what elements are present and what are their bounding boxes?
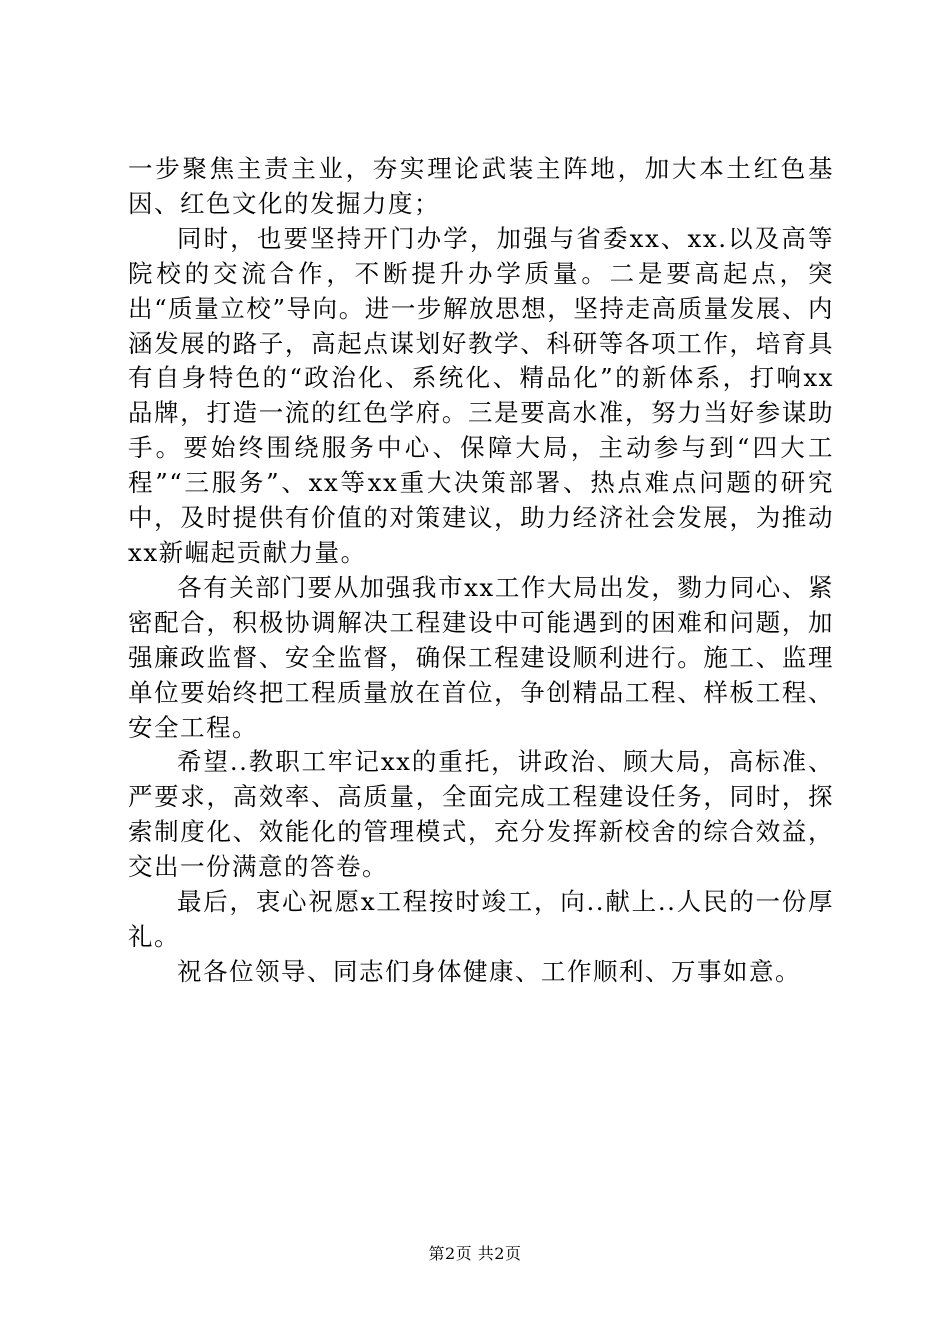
- page-number-label: 第2页 共2页: [428, 1244, 522, 1263]
- paragraph-4: 希望..教职工牢记xx的重托，讲政治、顾大局，高标准、严要求，高效率、高质量，全面完成工程建设任务，同时，探索制度化、效能化的管理模式，充分发挥新校舍的综合效益，交出一份满意的答卷。: [128, 747, 834, 882]
- paragraph-6: 祝各位领导、同志们身体健康、工作顺利、万事如意。: [177, 956, 801, 986]
- paragraph-3: 各有关部门要从加强我市xx工作大局出发，勠力同心、紧密配合，积极协调解决工程建设中可能遇到的困难和问题，加强廉政监督、安全监督，确保工程建设顺利进行。施工、监理单位要始终把工程质量放在首位，争创精品工程、样板工程、安全工程。: [128, 572, 834, 742]
- document-body: [128, 152, 834, 990]
- paragraph-2: 同时，也要坚持开门办学，加强与省委xx、xx.以及高等院校的交流合作，不断提升办学质量。二是要高起点，突出“质量立校”导向。进一步解放思想，坚持走高质量发展、内涵发展的路子，高起点谋划好教学、科研等各项工作，培育具有自身特色的“政治化、系统化、精品化”的新体系，打响xx品牌，打造一流的红色学府。三是要高水准，努力当好参谋助手。要始终围绕服务中心、保障大局，主动参与到“四大工程”“三服务”、xx等xx重大决策部署、热点难点问题的研究中，及时提供有价值的对策建议，助力经济社会发展，为推动xx新崛起贡献力量。: [128, 223, 834, 567]
- paragraph-5: 最后，衷心祝愿x工程按时竣工，向..献上..人民的一份厚礼。: [128, 887, 834, 951]
- paragraph-1: 一步聚焦主责主业，夯实理论武装主阵地，加大本土红色基因、红色文化的发掘力度；: [128, 154, 834, 218]
- page-footer: [0, 1244, 950, 1264]
